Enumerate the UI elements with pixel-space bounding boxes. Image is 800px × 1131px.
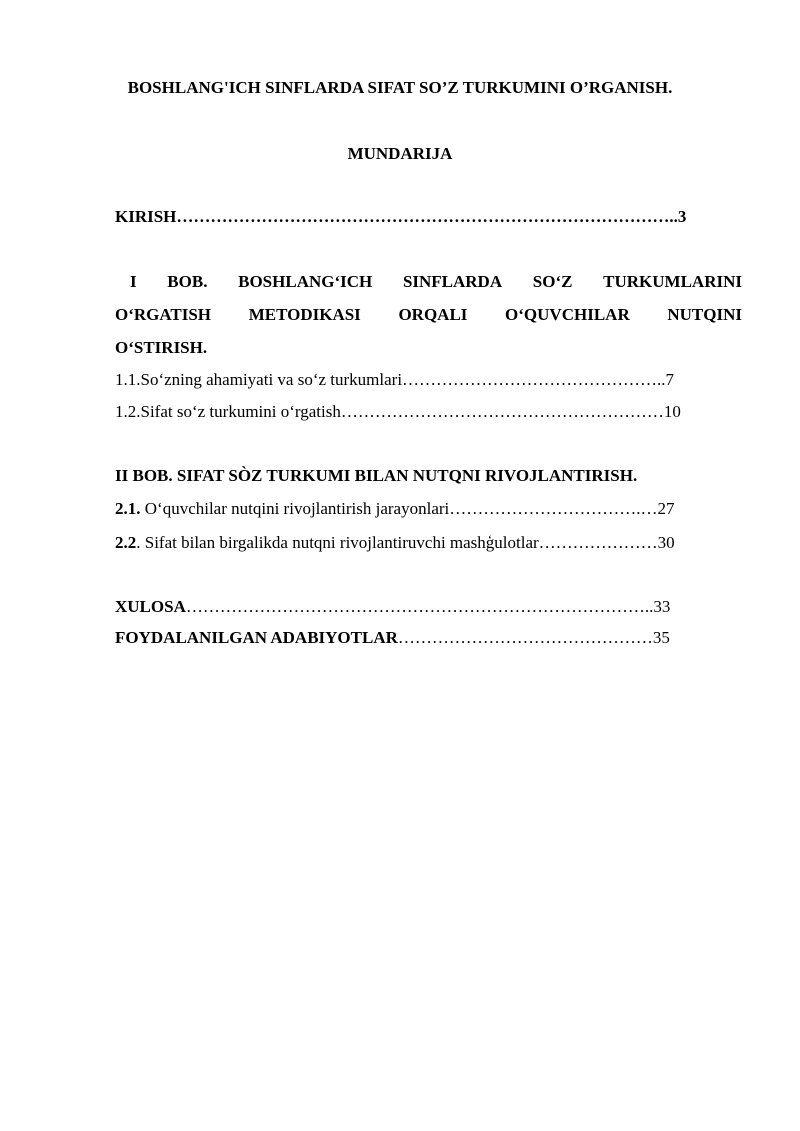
toc-leader-dots: ……………………………………….. [402,370,666,389]
toc-page-number: 33 [653,597,671,616]
chapter1-word: NUTQINI [667,305,742,324]
toc-entry-label: XULOSA [115,597,186,616]
toc-entry-references [115,628,670,648]
chapter1-word: O‘QUVCHILAR [505,305,630,324]
toc-leader-dots: ……………………………………………………………………….. [185,597,654,616]
toc-entry-section-1-2 [115,402,681,422]
chapter1-heading-line3: O‘STIRISH. [115,338,208,357]
chapter1-word: O‘RGATISH [115,305,212,324]
toc-section-number: 2.2 [115,533,137,552]
toc-entry-intro [115,207,686,227]
chapter1-word: TURKUMLARINI [603,272,742,291]
chapter1-word: SINFLARDA [402,272,503,291]
toc-leader-dots: …………………………….… [449,499,658,518]
toc-page-number: 27 [657,499,675,518]
toc-leader-dots: ……………………………………… [397,628,653,647]
toc-entry-label: 1.1.So‘zning ahamiyati va so‘z turkumlari [115,370,403,389]
toc-page-number: 35 [652,628,670,647]
toc-entry-label: O‘quvchilar nutqini rivojlantirish jarayonlari [140,499,450,518]
toc-leader-dots: ………………………………………………… [340,402,664,421]
document-title: BOSHLANG'ICH SINFLARDA SIFAT SO’Z TURKUMINI O’RGANISH. [127,78,673,97]
toc-page-number: 3 [677,207,687,226]
chapter1-word: SO‘Z [532,272,573,291]
chapter1-heading-line1 [130,272,742,292]
toc-entry-label: KIRISH [115,207,177,226]
toc-page-number: 7 [665,370,675,389]
toc-entry-section-2-2 [115,533,675,553]
chapter1-word: ORQALI [398,305,468,324]
chapter2-heading: II BOB. SIFAT SÒZ TURKUMI BILAN NUTQNI RIVOJLANTIRISH. [115,466,638,485]
toc-section-number: 2.1. [115,499,141,518]
chapter1-word: I [130,272,137,291]
toc-entry-label: 1.2.Sifat so‘z turkumini o‘rgatish [115,402,341,421]
chapter1-heading-line2 [115,305,742,325]
toc-leader-dots: ………………… [538,533,658,552]
toc-page-number: 10 [663,402,681,421]
toc-heading: MUNDARIJA [347,144,453,163]
toc-entry-label: FOYDALANILGAN ADABIYOTLAR [115,628,398,647]
chapter1-word: BOB. [167,272,208,291]
toc-page-number: 30 [657,533,675,552]
toc-leader-dots: …………………………………………………………………………….. [176,207,678,226]
chapter1-word: METODIKASI [248,305,361,324]
toc-entry-section-2-1 [115,499,675,519]
toc-entry-label: . Sifat bilan birgalikda nutqni rivojlantiruvchi mashģulotlar [136,533,539,552]
chapter1-word: BOSHLANG‘ICH [238,272,373,291]
toc-entry-section-1-1 [115,370,674,390]
toc-entry-conclusion [115,597,670,617]
